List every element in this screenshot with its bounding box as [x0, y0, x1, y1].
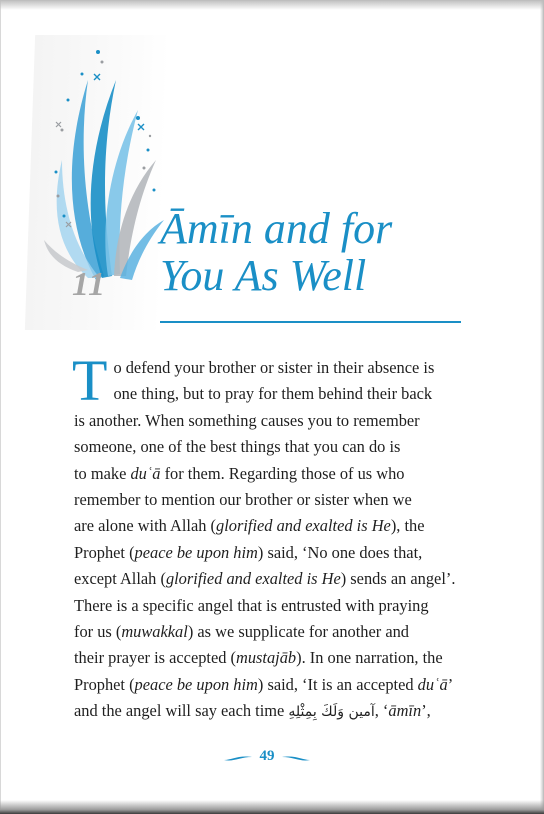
arabic-phrase: آمين وَلَكَ بِمِثْلِهِ — [288, 704, 375, 721]
chapter-title-line-2: You As Well — [160, 251, 367, 300]
title-divider — [160, 321, 461, 323]
text-run: ) as we supplicate for another and — [187, 621, 409, 641]
page-footer — [222, 746, 312, 770]
text-line — [74, 513, 464, 539]
text-run: , ‘ — [374, 701, 389, 721]
page-number: 49 — [259, 748, 275, 764]
text-line — [74, 566, 464, 592]
italic-term: mustajāb — [236, 648, 297, 668]
text-run: Prophet ( — [74, 542, 135, 562]
text-line: o defend your brother or sister in their absence is — [113, 358, 435, 377]
text-line — [74, 672, 464, 698]
text-run: for them. Regarding those of us who — [160, 463, 405, 483]
chapter-number: 11 — [72, 266, 107, 303]
text-run: ) said, ‘No one does that, — [257, 542, 423, 562]
text-run: and the angel will say each time — [74, 701, 289, 721]
text-run: except Allah ( — [74, 569, 166, 589]
italic-honorific: glorified and exalted is He — [165, 569, 341, 589]
text-run: ) sends an angel’. — [340, 569, 456, 589]
text-run: are alone with Allah ( — [74, 516, 217, 536]
text-line: one thing, but to pray for them behind their back — [113, 384, 433, 404]
text-line — [74, 540, 464, 566]
text-run: ’ — [447, 674, 454, 694]
italic-term: duʿā — [130, 463, 161, 483]
text-run: to make — [74, 463, 131, 483]
page-bottom-shadow — [0, 800, 544, 814]
italic-honorific: peace be upon him — [134, 542, 258, 562]
drop-cap: T — [72, 348, 108, 413]
text-run: ). In one narration, the — [296, 648, 443, 668]
right-swash-icon — [282, 754, 310, 762]
page-top-shadow — [0, 0, 544, 10]
chapter-body-paragraph — [72, 348, 464, 724]
text-line — [74, 645, 464, 671]
italic-honorific: peace be upon him — [134, 674, 258, 694]
chapter-title-line-1: Āmīn and for — [160, 204, 393, 253]
text-run: Prophet ( — [74, 674, 135, 694]
text-line: There is a specific angel that is entrusted with praying — [74, 595, 429, 615]
text-line: remember to mention our brother or sister when we — [74, 489, 412, 509]
text-run: their prayer is accepted ( — [74, 648, 236, 668]
text-line: someone, one of the best things that you can do is — [74, 437, 401, 457]
text-line — [74, 619, 464, 645]
italic-honorific: glorified and exalted is He — [216, 516, 391, 536]
page-right-edge — [540, 0, 544, 814]
text-line — [74, 461, 464, 487]
italic-term: duʿā — [417, 674, 448, 694]
italic-term: āmīn — [388, 701, 422, 721]
text-line: is another. When something causes you to remember — [74, 410, 420, 430]
text-run: for us ( — [74, 621, 122, 641]
text-run: ’, — [421, 701, 431, 721]
chapter-title — [160, 205, 460, 299]
text-run: ), the — [390, 516, 425, 536]
italic-term: muwakkal — [121, 621, 188, 641]
text-run: ) said, ‘It is an accepted — [257, 674, 418, 694]
text-line — [74, 698, 464, 724]
